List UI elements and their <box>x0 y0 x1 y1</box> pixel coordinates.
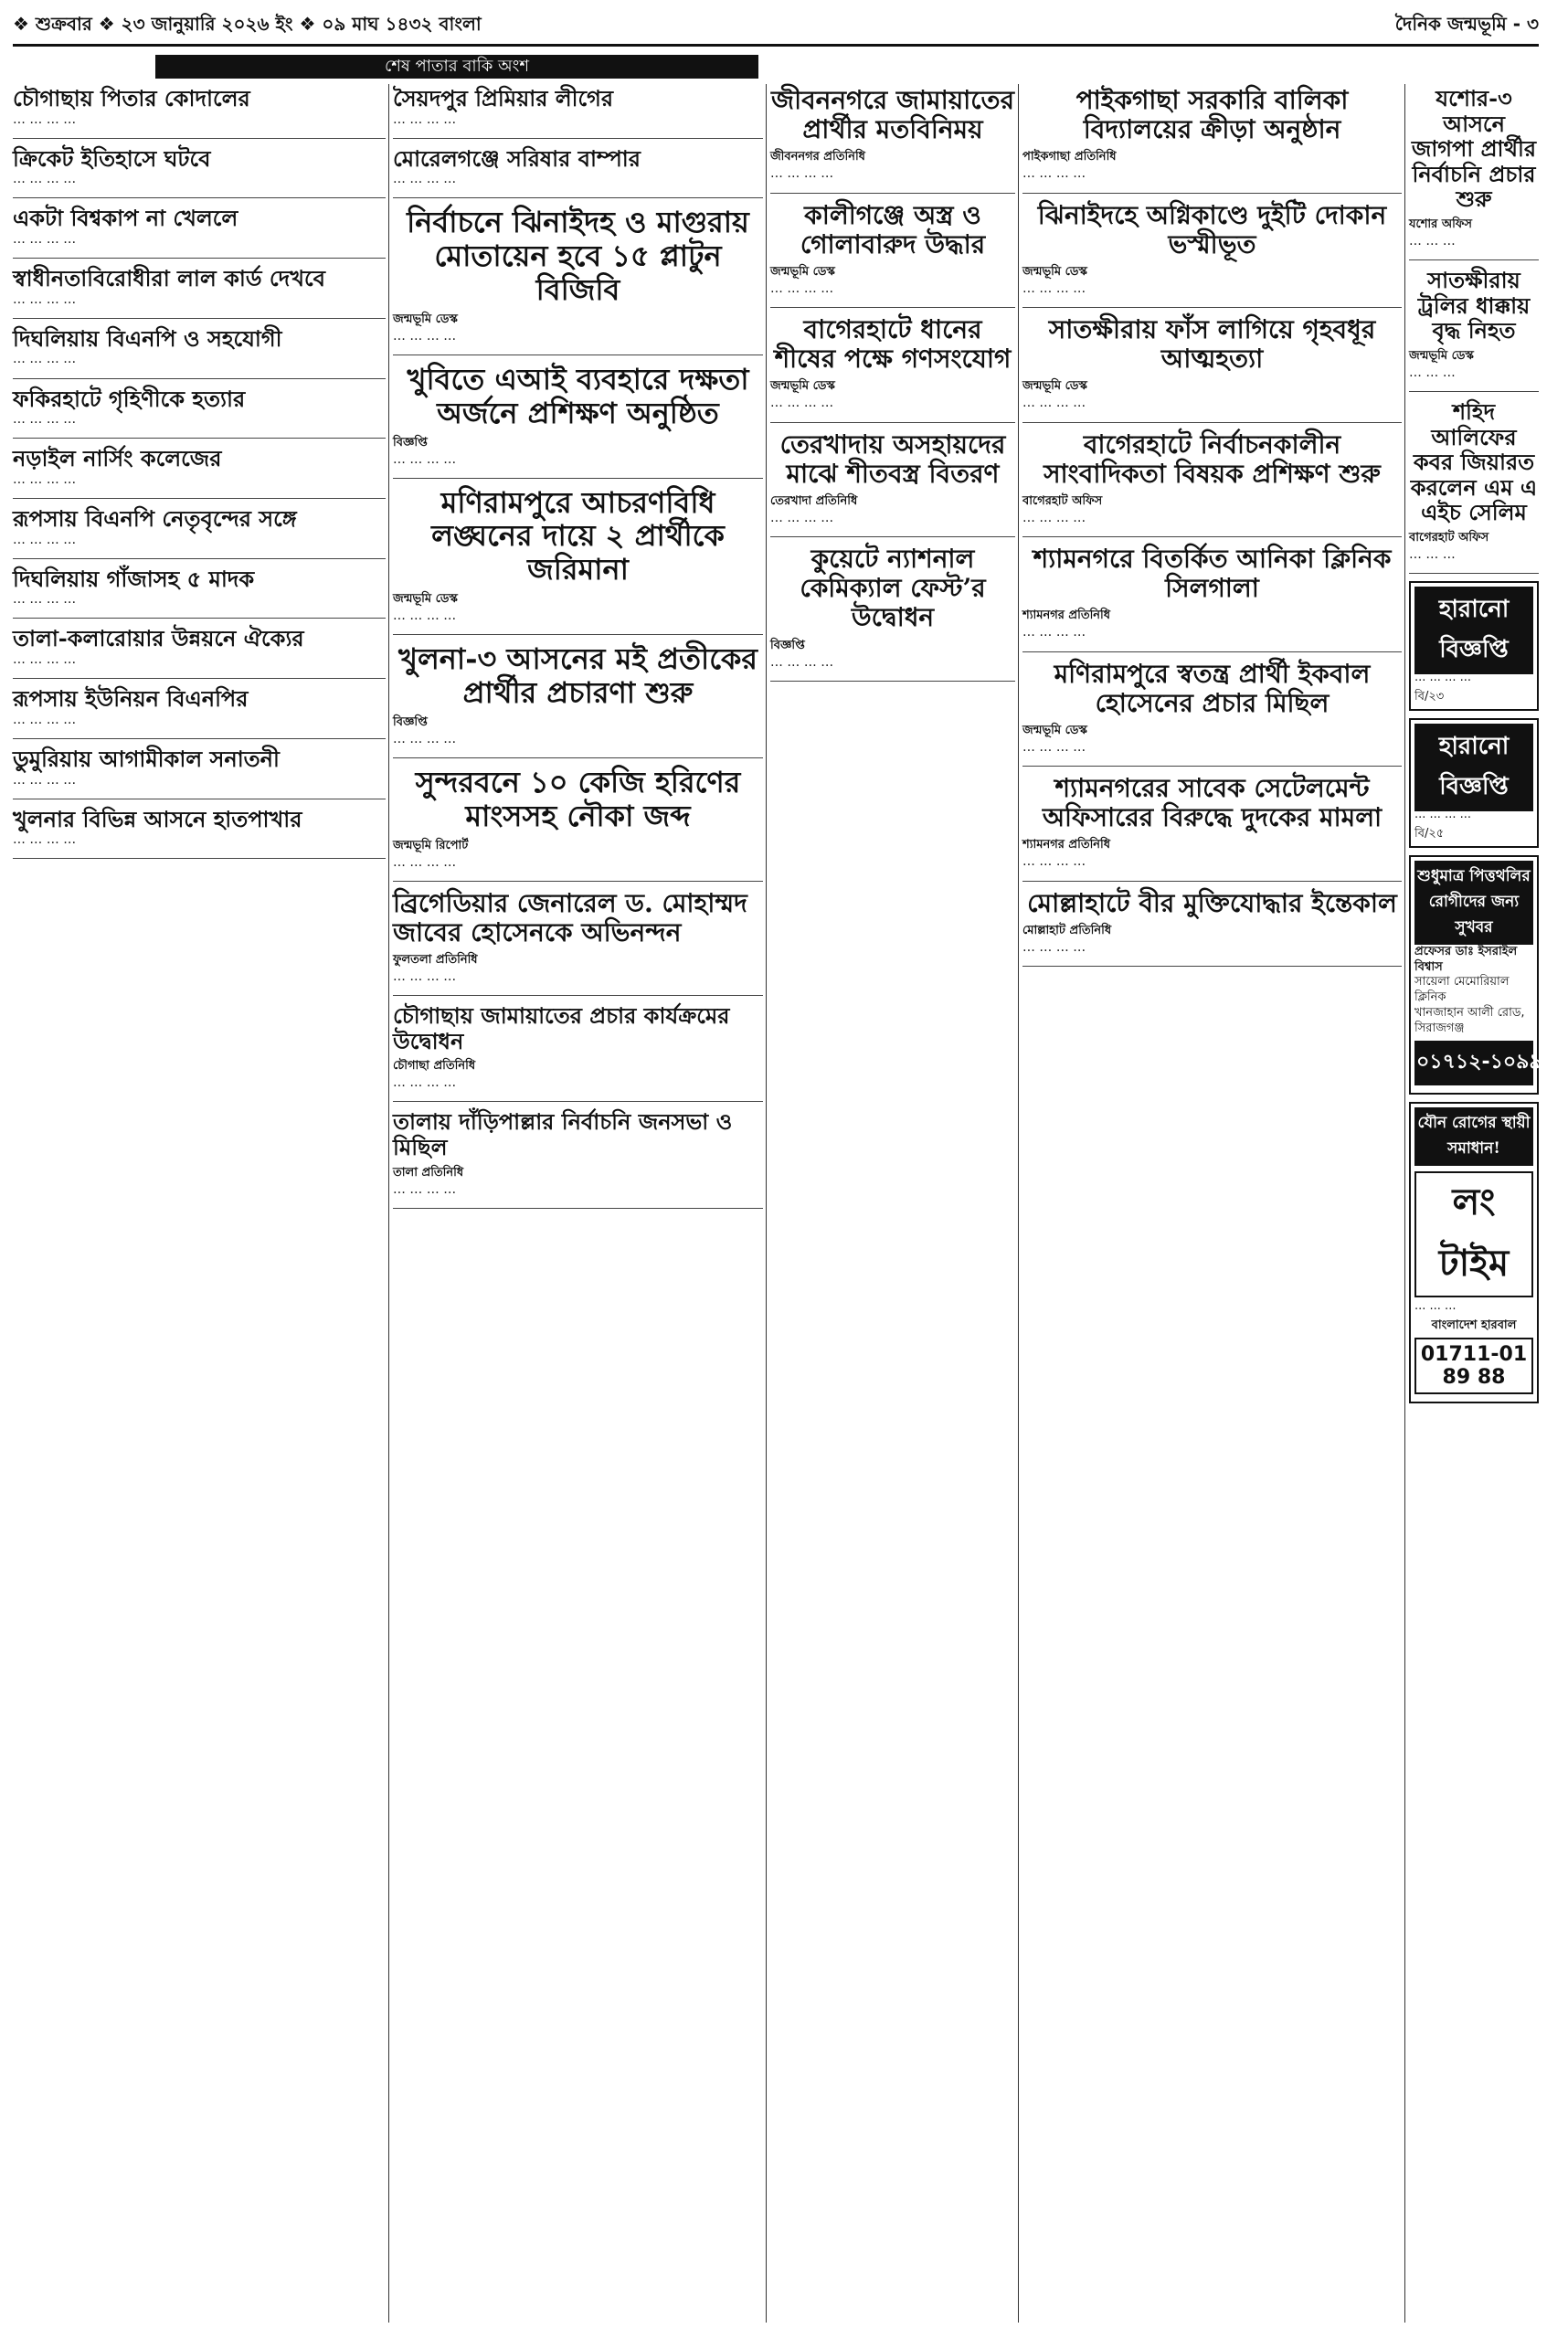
news-story <box>1022 430 1402 538</box>
ad-phone: ০১৭১২-১০৯৯০০ <box>1414 1041 1533 1085</box>
story-body <box>1022 943 1402 960</box>
story-headline: বাগেরহাটে নির্বাচনকালীন সাংবাদিকতা বিষয়ক প্রশিক্ষণ শুরু <box>1044 429 1381 489</box>
ad-phone: 01711-01 89 88 <box>1414 1338 1533 1394</box>
news-story <box>393 1003 763 1102</box>
ad-code: বি/২৫ <box>1414 826 1445 841</box>
ad-doctor: প্রফেসর ডাঃ ইসরাইল বিশ্বাস <box>1414 944 1518 974</box>
news-story <box>1022 660 1402 767</box>
body-filler: ··· ··· ··· ··· <box>1022 170 1086 185</box>
body-filler: ··· ··· ··· ··· <box>13 295 77 311</box>
herbal-ad <box>1409 1102 1539 1403</box>
story-body <box>13 776 386 793</box>
news-story <box>393 766 763 882</box>
story-body <box>1022 743 1402 760</box>
body-filler: ··· ··· ··· ··· <box>770 513 834 529</box>
body-filler: ··· ··· ··· ··· <box>1022 284 1086 300</box>
body-filler: ··· ··· ··· ··· <box>393 455 457 471</box>
news-story <box>13 386 386 439</box>
body-filler: ··· ··· ··· <box>1409 368 1456 384</box>
story-byline: জন্মভূমি ডেস্ক <box>393 312 458 326</box>
story-body <box>770 398 1015 416</box>
story-byline: জন্মভূমি ডেস্ক <box>1409 348 1474 363</box>
news-story <box>393 206 763 355</box>
story-headline: তালায় দাঁড়িপাল্লার নির্বাচনি জনসভা ও মিছিল <box>393 1108 733 1161</box>
story-body <box>393 175 763 192</box>
story-headline: শ্যামনগরে বিতর্কিত আনিকা ক্লিনিক সিলগালা <box>1033 544 1392 604</box>
news-story <box>13 506 386 559</box>
news-story <box>13 566 386 619</box>
clinic-ad <box>1409 855 1568 1095</box>
body-filler: ··· ··· ··· ··· <box>13 115 77 131</box>
story-body <box>393 1185 763 1202</box>
story-byline: বিজ্ঞপ্তি <box>393 435 428 450</box>
story-byline: মোল্লাহাট প্রতিনিধি <box>1022 923 1112 937</box>
ad-address: খানজাহান আলী রোড, সিরাজগঞ্জ <box>1414 1006 1525 1036</box>
story-headline: সুন্দরবনে ১০ কেজি হরিণের মাংসসহ নৌকা জব্দ <box>415 764 741 833</box>
story-body <box>393 858 763 875</box>
story-headline: একটা বিশ্বকাপ না খেললে <box>13 205 238 232</box>
story-headline: ক্রিকেট ইতিহাসে ঘটবে <box>13 144 211 172</box>
story-body <box>393 332 763 349</box>
ad-title: হারানো বিজ্ঞপ্তি <box>1414 587 1533 674</box>
ad-head: যৌন রোগের স্থায়ী সমাধান! <box>1414 1107 1533 1166</box>
news-story <box>13 626 386 679</box>
body-filler: ··· ··· ··· ··· <box>393 115 457 131</box>
story-body <box>393 455 763 472</box>
news-story <box>393 642 763 758</box>
story-headline: স্বাধীনতাবিরোধীরা লাল কার্ড দেখবে <box>13 265 325 292</box>
column-divider <box>388 84 389 2323</box>
story-byline: জন্মভূমি ডেস্ক <box>770 264 835 279</box>
story-body <box>13 235 386 252</box>
body-filler: ··· ··· ··· ··· <box>770 284 834 300</box>
story-headline: শহিদ আলিফের কবর জিয়ারত করলেন এম এ এইচ সেলিম <box>1410 398 1538 526</box>
page-header <box>13 7 1539 47</box>
news-story <box>1022 201 1402 309</box>
story-body <box>393 735 763 752</box>
story-headline: নির্বাচনে ঝিনাইদহ ও মাগুরায় মোতায়েন হবে ১৫ প্লাটুন বিজিবি <box>407 205 749 308</box>
story-body <box>393 1078 763 1095</box>
story-byline: তালা প্রতিনিধি <box>393 1165 464 1180</box>
story-body <box>13 535 386 553</box>
column-divider <box>766 84 767 2323</box>
news-story <box>1409 268 1539 392</box>
body-filler: ··· ··· ··· <box>1409 550 1456 566</box>
news-story <box>13 746 386 799</box>
story-headline: খুবিতে এআই ব্যবহারে দক্ষতা অর্জনে প্রশিক্ষণ অনুষ্ঠিত <box>407 361 749 430</box>
body-filler: ··· ··· ··· ··· <box>770 399 834 415</box>
ad-head: শুধুমাত্র পিত্তথলির রোগীদের জন্য সুখবর <box>1414 861 1533 945</box>
story-body <box>1409 550 1539 567</box>
story-body <box>770 169 1015 186</box>
story-headline: দিঘলিয়ায় বিএনপি ও সহযোগী <box>13 324 282 352</box>
story-body <box>393 972 763 990</box>
news-story <box>393 146 763 199</box>
story-body <box>13 355 386 372</box>
news-story <box>393 889 763 997</box>
body-filler: ··· ··· ··· ··· <box>1022 743 1086 758</box>
body-filler: ··· ··· ··· ··· <box>393 858 457 873</box>
story-byline: ফুলতলা প্রতিনিধি <box>393 953 478 967</box>
ad-body: ··· ··· ··· ··· <box>1414 810 1471 825</box>
story-headline: মোল্লাহাটে বীর মুক্তিযোদ্ধার ইন্তেকাল <box>1027 887 1397 918</box>
news-story <box>13 326 386 379</box>
body-filler: ··· ··· ··· ··· <box>393 1079 457 1095</box>
story-headline: শ্যামনগরের সাবেক সেটেলমেন্ট অফিসারের বিরুদ্ধে দুদকের মামলা <box>1042 773 1383 833</box>
news-story <box>1022 774 1402 882</box>
column-5 <box>1409 84 1568 2323</box>
story-headline: কালীগঞ্জে অস্ত্র ও গোলাবারুদ উদ্ধার <box>800 199 986 259</box>
story-byline: বাগেরহাট অফিস <box>1022 493 1103 508</box>
story-byline: জন্মভূমি ডেস্ক <box>1022 723 1087 737</box>
story-byline: জন্মভূমি ডেস্ক <box>1022 264 1087 279</box>
story-body <box>13 295 386 312</box>
body-filler: ··· ··· ··· ··· <box>1022 513 1086 529</box>
story-headline: সাতক্ষীরায় ট্রলির ধাক্কায় বৃদ্ধ নিহত <box>1417 267 1531 344</box>
news-story <box>770 315 1015 423</box>
story-headline: মণিরামপুরে আচরণবিধি লঙ্ঘনের দায়ে ২ প্রার্থীকে জরিমানা <box>431 484 725 587</box>
news-story <box>1022 315 1402 423</box>
story-headline: পাইকগাছা সরকারি বালিকা বিদ্যালয়ের ক্রীড়া অনুষ্ঠান <box>1075 85 1349 145</box>
news-story <box>1409 399 1539 574</box>
story-body <box>1022 513 1402 531</box>
body-filler: ··· ··· ··· ··· <box>393 973 457 988</box>
news-story <box>1022 545 1402 652</box>
story-body <box>13 475 386 492</box>
story-headline: রূপসায় বিএনপি নেতৃবৃন্দের সঙ্গে <box>13 505 297 533</box>
story-byline: শ্যামনগর প্রতিনিধি <box>1022 838 1111 852</box>
ad-body: ··· ··· ··· ··· <box>1414 674 1471 689</box>
story-byline: জন্মভূমি ডেস্ক <box>1022 379 1087 394</box>
column-1 <box>13 84 386 2323</box>
ad-code: বি/২৩ <box>1414 689 1445 704</box>
story-body <box>1022 284 1402 302</box>
ad-brand: লং টাইম <box>1414 1171 1533 1297</box>
story-headline: ঝিনাইদহে অগ্নিকাণ্ডে দুইটি দোকান ভস্মীভূত <box>1037 199 1387 259</box>
story-body <box>1409 237 1539 254</box>
news-story <box>13 266 386 319</box>
news-story <box>770 545 1015 682</box>
news-story <box>13 807 386 860</box>
body-filler: ··· ··· ··· <box>1409 237 1456 252</box>
story-body <box>770 513 1015 531</box>
body-filler: ··· ··· ··· ··· <box>1022 943 1086 958</box>
story-body <box>13 715 386 733</box>
body-filler: ··· ··· ··· ··· <box>13 355 77 371</box>
news-story <box>13 86 386 139</box>
story-headline: সাতক্ষীরায় ফাঁস লাগিয়ে গৃহবধূর আত্মহত্যা <box>1048 314 1376 375</box>
story-headline: বাগেরহাটে ধানের শীষের পক্ষে গণসংযোগ <box>774 314 1012 375</box>
story-headline: খুলনা-৩ আসনের মই প্রতীকের প্রার্থীর প্রচারণা শুরু <box>397 641 758 710</box>
body-filler: ··· ··· ··· ··· <box>1022 399 1086 415</box>
lost-notice-ad <box>1409 581 1539 711</box>
news-story <box>1022 889 1402 967</box>
body-filler: ··· ··· ··· ··· <box>13 776 77 791</box>
story-byline: তেরখাদা প্রতিনিধি <box>770 493 858 508</box>
story-headline: যশোর-৩ আসনে জাগপা প্রার্থীর নির্বাচনি প্রচার শুরু <box>1411 85 1537 213</box>
story-body <box>13 595 386 612</box>
story-headline: দিঘলিয়ায় গাঁজাসহ ৫ মাদক <box>13 565 255 592</box>
story-byline: জন্মভূমি ডেস্ক <box>770 379 835 394</box>
story-headline: সৈয়দপুর প্রিমিয়ার লীগের <box>393 85 614 111</box>
body-filler: ··· ··· ··· ··· <box>13 656 77 672</box>
body-filler: ··· ··· ··· ··· <box>1022 629 1086 644</box>
story-headline: নড়াইল নার্সিং কলেজের <box>13 445 222 472</box>
story-body <box>393 115 763 132</box>
column-divider <box>1018 84 1019 2323</box>
story-body <box>13 175 386 192</box>
body-filler: ··· ··· ··· ··· <box>13 416 77 431</box>
story-body <box>1409 368 1539 386</box>
news-story <box>13 446 386 499</box>
story-body <box>770 284 1015 302</box>
story-headline: কুয়েটে ন্যাশনাল কেমিক্যাল ফেস্ট’র উদ্বোধন <box>800 544 986 633</box>
body-filler: ··· ··· ··· ··· <box>393 735 457 750</box>
story-headline: চৌগাছায় জামায়াতের প্রচার কার্যক্রমের উদ্বোধন <box>393 1002 730 1054</box>
news-story <box>1409 86 1539 260</box>
news-story <box>13 686 386 739</box>
story-body <box>770 658 1015 675</box>
story-body <box>13 835 386 852</box>
news-story <box>393 363 763 479</box>
body-filler: ··· ··· ··· ··· <box>393 1185 457 1201</box>
story-byline: জন্মভূমি রিপোর্ট <box>393 838 469 852</box>
story-byline: শ্যামনগর প্রতিনিধি <box>1022 609 1111 623</box>
news-story <box>393 486 763 636</box>
lost-notice-ad <box>1409 718 1539 848</box>
story-byline: পাইকগাছা প্রতিনিধি <box>1022 150 1117 164</box>
story-body <box>1022 628 1402 645</box>
story-byline: চৌগাছা প্রতিনিধি <box>393 1059 476 1074</box>
story-headline: জীবননগরে জামায়াতের প্রার্থীর মতবিনিময় <box>771 85 1014 145</box>
body-filler: ··· ··· ··· ··· <box>13 836 77 852</box>
story-byline: বিজ্ঞপ্তি <box>770 638 805 652</box>
body-filler: ··· ··· ··· ··· <box>13 475 77 491</box>
story-body <box>13 655 386 672</box>
story-headline: ফকিরহাটে গৃহিণীকে হত্যার <box>13 385 246 412</box>
story-byline: বিজ্ঞপ্তি <box>393 714 428 729</box>
story-body <box>1022 398 1402 416</box>
ad-org: বাংলাদেশ হারবাল <box>1431 1318 1517 1332</box>
column-divider <box>1404 84 1405 2323</box>
news-story <box>393 1109 763 1208</box>
news-story <box>13 206 386 259</box>
news-story <box>1022 86 1402 194</box>
story-byline: জীবননগর প্রতিনিধি <box>770 150 865 164</box>
body-filler: ··· ··· ··· ··· <box>393 612 457 628</box>
body-filler: ··· ··· ··· ··· <box>1022 858 1086 873</box>
header-paper-name: দৈনিক জন্মভূমি - ৩ <box>1394 12 1539 35</box>
story-headline: তেরখাদায় অসহায়দের মাঝে শীতবস্ত্র বিতরণ <box>779 429 1006 489</box>
ad-clinic: সায়েলা মেমোরিয়াল ক্লিনিক <box>1414 975 1510 1005</box>
body-filler: ··· ··· ··· ··· <box>13 715 77 731</box>
story-byline: বাগেরহাট অফিস <box>1409 530 1489 545</box>
section-tag: শেষ পাতার বাকি অংশ <box>155 55 758 79</box>
story-body <box>393 611 763 629</box>
news-story <box>770 86 1015 194</box>
story-headline: ব্রিগেডিয়ার জেনারেল ড. মোহাম্মদ জাবের হোসেনকে অভিনন্দন <box>393 887 747 947</box>
story-body <box>1022 169 1402 186</box>
story-byline: যশোর অফিস <box>1409 217 1472 231</box>
story-headline: মোরেলগঞ্জে সরিষার বাম্পার <box>393 144 641 172</box>
ad-title: হারানো বিজ্ঞপ্তি <box>1414 724 1533 811</box>
body-filler: ··· ··· ··· ··· <box>770 658 834 673</box>
news-story <box>13 146 386 199</box>
ad-body: ··· ··· ··· <box>1414 1303 1457 1317</box>
story-headline: রূপসায় ইউনিয়ন বিএনপির <box>13 685 249 713</box>
story-headline: ডুমুরিয়ায় আগামীকাল সনাতনী <box>13 745 280 772</box>
body-filler: ··· ··· ··· ··· <box>393 332 457 347</box>
story-headline: চৌগাছায় পিতার কোদালের <box>13 85 250 111</box>
news-story <box>770 430 1015 538</box>
story-headline: খুলনার বিভিন্ন আসনে হাতপাখার <box>13 805 302 832</box>
column-4 <box>1022 84 1402 2323</box>
news-story <box>770 201 1015 309</box>
body-filler: ··· ··· ··· ··· <box>393 175 457 191</box>
story-headline: মণিরামপুরে স্বতন্ত্র প্রার্থী ইকবাল হোসেনের প্রচার মিছিল <box>1054 658 1371 718</box>
story-headline: তালা-কলারোয়ার উন্নয়নে ঐক্যের <box>13 625 304 652</box>
story-byline: জন্মভূমি ডেস্ক <box>393 592 458 607</box>
column-2 <box>393 84 763 2323</box>
body-filler: ··· ··· ··· ··· <box>13 535 77 551</box>
header-date: ❖ শুক্রবার ❖ ২৩ জানুয়ারি ২০২৬ ইং ❖ ০৯ মাঘ ১৪৩২ বাংলা <box>13 12 482 35</box>
body-filler: ··· ··· ··· ··· <box>13 236 77 251</box>
story-body <box>13 415 386 432</box>
story-body <box>13 115 386 132</box>
column-3 <box>770 84 1015 2323</box>
body-filler: ··· ··· ··· ··· <box>770 170 834 185</box>
story-body <box>1022 857 1402 874</box>
body-filler: ··· ··· ··· ··· <box>13 596 77 611</box>
body-filler: ··· ··· ··· ··· <box>13 175 77 191</box>
news-story <box>393 86 763 139</box>
